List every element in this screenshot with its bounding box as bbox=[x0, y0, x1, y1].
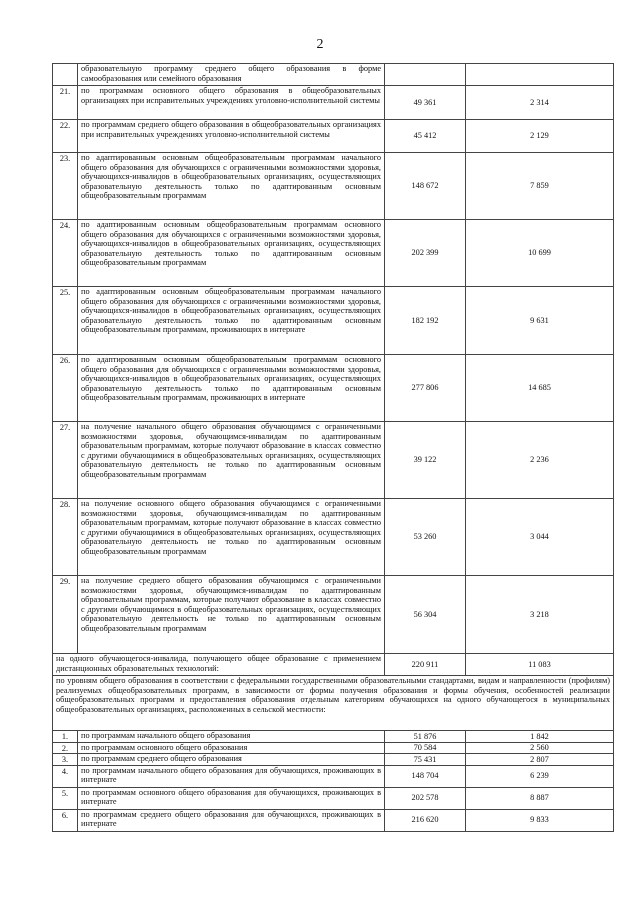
row-description: по адаптированным основным общеобразовательным программам основного общего образования для обучающихся с ограниченными возможностями здоровья, обучающихся-инвалидов в общеобразовательных организациях, осуществляющих образовательную деятельность только по адаптированным основным общеобразовательным программам, проживающих в интернате bbox=[78, 355, 385, 422]
table-row bbox=[53, 809, 614, 831]
row-value-1: 75 431 bbox=[385, 754, 466, 766]
row-value-1: 148 672 bbox=[385, 153, 466, 220]
row-number: 27. bbox=[53, 422, 78, 499]
rural-section-header: по уровням общего образования в соответствии с федеральными государственными образовательными стандартами, видам и направленности (профилям) реализуемых общеобразовательных программ, в зависимости от формы получения образования и формы обучения, особенностей реализации общеобразовательных программ и предоставления образования отдельным категориям обучающихся на одного обучающегося в муниципальных общеобразовательных организациях, расположенных в сельской местности: bbox=[53, 676, 614, 731]
table-row bbox=[53, 86, 614, 120]
row-value-2: 7 859 bbox=[466, 153, 614, 220]
row-value-2: 2 236 bbox=[466, 422, 614, 499]
row-value-1: 202 578 bbox=[385, 787, 466, 809]
row-number: 23. bbox=[53, 153, 78, 220]
row-value-2 bbox=[466, 64, 614, 86]
row-description: образовательную программу среднего общего образования в форме самообразования или семейного образования bbox=[78, 64, 385, 86]
row-value-1: 182 192 bbox=[385, 287, 466, 355]
norms-table-body bbox=[53, 64, 614, 832]
table-row bbox=[53, 742, 614, 754]
row-number: 25. bbox=[53, 287, 78, 355]
row-number: 22. bbox=[53, 120, 78, 153]
row-number: 2. bbox=[53, 742, 78, 754]
row-description: по программам среднего общего образования bbox=[78, 754, 385, 766]
row-value-1: 51 876 bbox=[385, 731, 466, 743]
row-value-2: 9 833 bbox=[466, 809, 614, 831]
row-number: 21. bbox=[53, 86, 78, 120]
row-value-1: 277 806 bbox=[385, 355, 466, 422]
table-row bbox=[53, 654, 614, 676]
row-number: 24. bbox=[53, 220, 78, 287]
row-number: 4. bbox=[53, 765, 78, 787]
table-row bbox=[53, 765, 614, 787]
table-row bbox=[53, 220, 614, 287]
table-row bbox=[53, 787, 614, 809]
row-value-2: 9 631 bbox=[466, 287, 614, 355]
row-description: на получение основного общего образования обучающимся с ограниченными возможностями здоровья, обучающимся-инвалидам по адаптированным образовательным программам, которые получают образование в классах совместно с другими обучающимися в общеобразовательных организациях, осуществляющих образовательную деятельность не только по адаптированным основным общеобразовательным программам bbox=[78, 499, 385, 576]
row-value-2: 8 887 bbox=[466, 787, 614, 809]
row-description: по программам среднего общего образования в общеобразовательных организациях при исправительных учреждениях уголовно-исполнительной системы bbox=[78, 120, 385, 153]
row-value-2: 6 239 bbox=[466, 765, 614, 787]
table-row bbox=[53, 731, 614, 743]
table-row bbox=[53, 153, 614, 220]
row-value-2: 2 314 bbox=[466, 86, 614, 120]
row-value-1: 56 304 bbox=[385, 576, 466, 654]
row-description: по адаптированным основным общеобразовательным программам начального общего образования для обучающихся с ограниченными возможностями здоровья, обучающихся-инвалидов в общеобразовательных организациях, осуществляющих образовательную деятельность только по адаптированным основным общеобразовательным программам, проживающих в интернате bbox=[78, 287, 385, 355]
row-value-1: 49 361 bbox=[385, 86, 466, 120]
row-value-2: 14 685 bbox=[466, 355, 614, 422]
row-number: 6. bbox=[53, 809, 78, 831]
row-number: 26. bbox=[53, 355, 78, 422]
row-value-1: 216 620 bbox=[385, 809, 466, 831]
row-value-1: 53 260 bbox=[385, 499, 466, 576]
row-value-1: 70 584 bbox=[385, 742, 466, 754]
row-value-2: 2 129 bbox=[466, 120, 614, 153]
row-description: по программам основного общего образования для обучающихся, проживающих в интернате bbox=[78, 787, 385, 809]
table-row bbox=[53, 676, 614, 731]
row-value-1: 45 412 bbox=[385, 120, 466, 153]
row-number: 1. bbox=[53, 731, 78, 743]
distance-learning-description: на одного обучающегося-инвалида, получающего общее образование с применением дистанционных образовательных технологий: bbox=[53, 654, 385, 676]
row-value-2: 10 699 bbox=[466, 220, 614, 287]
row-number: 3. bbox=[53, 754, 78, 766]
table-row bbox=[53, 754, 614, 766]
row-value-1 bbox=[385, 64, 466, 86]
table-row bbox=[53, 422, 614, 499]
row-value-2: 3 218 bbox=[466, 576, 614, 654]
row-number: 29. bbox=[53, 576, 78, 654]
row-description: по программам основного общего образования в общеобразовательных организациях при исправительных учреждениях уголовно-исполнительной системы bbox=[78, 86, 385, 120]
norms-table bbox=[52, 63, 614, 832]
row-value-1: 148 704 bbox=[385, 765, 466, 787]
row-value-2: 3 044 bbox=[466, 499, 614, 576]
row-description: на получение начального общего образования обучающимся с ограниченными возможностями здоровья, обучающимся-инвалидам по адаптированным образовательным программам, которые получают образование в классах совместно с другими обучающимися в общеобразовательных организациях, осуществляющих образовательную деятельность не только по адаптированным основным общеобразовательным программам bbox=[78, 422, 385, 499]
row-description: по программам начального общего образования bbox=[78, 731, 385, 743]
row-description: по программам начального общего образования для обучающихся, проживающих в интернате bbox=[78, 765, 385, 787]
row-description: по программам среднего общего образования для обучающихся, проживающих в интернате bbox=[78, 809, 385, 831]
table-row bbox=[53, 576, 614, 654]
table-row bbox=[53, 64, 614, 86]
page-number: 2 bbox=[316, 37, 324, 52]
row-description: на получение среднего общего образования обучающимся с ограниченными возможностями здоровья, обучающимся-инвалидам по адаптированным образовательным программам, которые получают образование в классах совместно с другими обучающимися в общеобразовательных организациях, осуществляющих образовательную деятельность не только по адаптированным основным общеобразовательным программам bbox=[78, 576, 385, 654]
table-row bbox=[53, 499, 614, 576]
row-number: 28. bbox=[53, 499, 78, 576]
row-value-1: 39 122 bbox=[385, 422, 466, 499]
table-row bbox=[53, 355, 614, 422]
row-value-2: 11 083 bbox=[466, 654, 614, 676]
row-description: по программам основного общего образования bbox=[78, 742, 385, 754]
row-value-2: 2 560 bbox=[466, 742, 614, 754]
row-value-2: 2 807 bbox=[466, 754, 614, 766]
row-value-1: 202 399 bbox=[385, 220, 466, 287]
row-value-2: 1 842 bbox=[466, 731, 614, 743]
table-row bbox=[53, 287, 614, 355]
row-description: по адаптированным основным общеобразовательным программам начального общего образования для обучающихся с ограниченными возможностями здоровья, обучающихся-инвалидов в общеобразовательных организациях, осуществляющих образовательную деятельность только по адаптированным основным общеобразовательным программам bbox=[78, 153, 385, 220]
row-description: по адаптированным основным общеобразовательным программам основного общего образования для обучающихся с ограниченными возможностями здоровья, обучающихся-инвалидов в общеобразовательных организациях, осуществляющих образовательную деятельность только по адаптированным основным общеобразовательным программам bbox=[78, 220, 385, 287]
row-number: 5. bbox=[53, 787, 78, 809]
table-row bbox=[53, 120, 614, 153]
row-value-1: 220 911 bbox=[385, 654, 466, 676]
row-number bbox=[53, 64, 78, 86]
